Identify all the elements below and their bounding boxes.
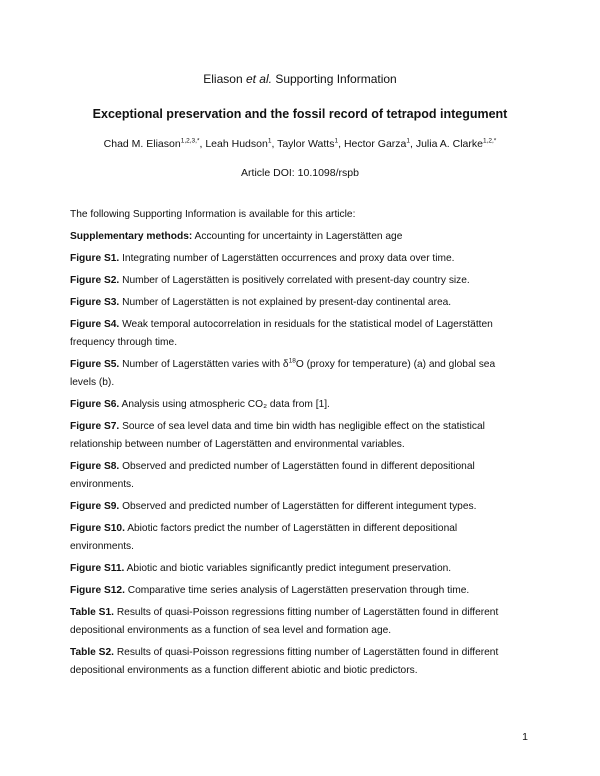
intro-text: The following Supporting Information is available for this article: <box>70 209 356 220</box>
author-name: Leah Hudson <box>205 138 268 150</box>
list-item <box>70 297 451 308</box>
item-text: Abiotic factors predict the number of Lagerstätten in different depositional <box>124 523 458 534</box>
header-prefix: Eliason <box>203 72 246 86</box>
list-item <box>70 607 498 618</box>
article-doi: Article DOI: 10.1098/rspb <box>241 167 359 179</box>
item-text: Integrating number of Lagerstätten occurrences and proxy data over time. <box>119 253 455 264</box>
item-continuation: depositional environments as a function different abiotic and biotic predictors. <box>70 665 418 676</box>
header-suffix: Supporting Information <box>271 72 397 86</box>
author-separator: , <box>199 138 206 150</box>
item-text: Comparative time series analysis of Lagerstätten preservation through time. <box>124 585 470 596</box>
item-text: Abiotic and biotic variables significantly predict integument preservation. <box>124 563 452 574</box>
item-superscript: 18 <box>288 357 296 365</box>
item-label: Figure S5. <box>70 359 120 370</box>
list-item <box>70 585 469 596</box>
list-item <box>70 421 485 432</box>
list-item <box>70 523 457 534</box>
item-text: Number of Lagerstätten is positively correlated with present-day country size. <box>119 275 470 286</box>
header-etal: et al. <box>245 72 272 86</box>
list-item <box>70 275 470 286</box>
author-affiliation: 1 <box>334 137 339 145</box>
list-item <box>70 461 475 472</box>
item-text: Number of Lagerstätten is not explained by present-day continental area. <box>119 297 452 308</box>
item-label: Figure S6. <box>70 399 120 410</box>
author-list <box>0 138 600 150</box>
item-continuation: relationship between number of Lagerstätten and environmental variables. <box>70 439 405 450</box>
author-affiliation: 1 <box>267 137 272 145</box>
author-affiliation: 1,2,* <box>482 137 497 145</box>
author-name: Taylor Watts <box>277 138 335 150</box>
item-continuation: environments. <box>70 541 134 552</box>
list-item <box>70 399 330 410</box>
item-label: Table S1. <box>70 607 114 618</box>
author-separator: , <box>338 138 344 150</box>
list-item <box>70 501 476 512</box>
item-text-continued: O (proxy for temperature) (a) and global sea <box>295 359 496 370</box>
item-text: Observed and predicted number of Lagerstätten for different integument types. <box>119 501 477 512</box>
list-item <box>70 253 455 264</box>
author-name: Chad M. Eliason <box>103 138 181 150</box>
author-separator: , <box>410 138 416 150</box>
item-text: Number of Lagerstätten varies with δ <box>119 359 289 370</box>
list-item <box>70 359 495 370</box>
item-text: Results of quasi-Poisson regressions fitting number of Lagerstätten found in different <box>113 647 499 658</box>
item-label: Figure S10. <box>70 523 125 534</box>
item-continuation: levels (b). <box>70 377 115 388</box>
page-title: Exceptional preservation and the fossil record of tetrapod integument <box>92 107 508 121</box>
item-label: Figure S7. <box>70 421 120 432</box>
item-text: Analysis using atmospheric CO₂ data from [1]. <box>119 399 330 410</box>
item-text: Weak temporal autocorrelation in residuals for the statistical model of Lagerstätten <box>119 319 493 330</box>
item-text: Source of sea level data and time bin width has negligible effect on the statistical <box>119 421 485 432</box>
item-label: Figure S12. <box>70 585 125 596</box>
item-label: Figure S1. <box>70 253 120 264</box>
item-label: Figure S2. <box>70 275 120 286</box>
item-text: Observed and predicted number of Lagerstätten found in different depositional <box>119 461 475 472</box>
list-item <box>70 231 402 242</box>
item-label: Figure S4. <box>70 319 120 330</box>
list-item <box>70 647 498 658</box>
item-label: Figure S11. <box>70 563 125 574</box>
item-label: Figure S9. <box>70 501 120 512</box>
author-separator: , <box>271 138 278 150</box>
page-number: 1 <box>522 731 528 743</box>
item-continuation: frequency through time. <box>70 337 178 348</box>
item-label: Figure S8. <box>70 461 120 472</box>
running-header <box>0 72 600 86</box>
author-name: Hector Garza <box>343 138 407 150</box>
list-item <box>70 563 451 574</box>
item-continuation: environments. <box>70 479 134 490</box>
author-name: Julia A. Clarke <box>415 138 483 150</box>
item-continuation: depositional environments as a function of sea level and formation age. <box>70 625 392 636</box>
item-label: Figure S3. <box>70 297 120 308</box>
item-label: Table S2. <box>70 647 114 658</box>
item-label: Supplementary methods: <box>70 231 193 242</box>
item-text: Results of quasi-Poisson regressions fitting number of Lagerstätten found in different <box>113 607 499 618</box>
item-text: Accounting for uncertainty in Lagerstätten age <box>192 231 403 242</box>
list-item <box>70 319 493 330</box>
author-affiliation: 1,2,3,* <box>180 137 200 145</box>
author-affiliation: 1 <box>406 137 410 145</box>
